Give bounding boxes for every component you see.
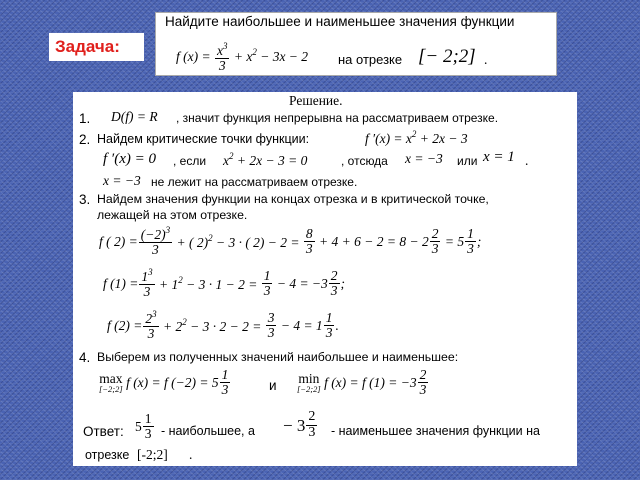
answer-label: Ответ: (83, 424, 124, 439)
step2-derivative: f $'(x) = x^2 + 2x - 3$ (365, 129, 468, 146)
task-title: Найдите наибольшее и наименьшее значения функции (165, 14, 515, 29)
step2-or: или (457, 154, 478, 168)
solution-heading: Решение. (289, 93, 343, 108)
task-segment-text: на отрезке (338, 52, 403, 67)
equation-f-minus2: f ( 2) = $\frac{(-2)^3}{3}$ + ( 2)$^2$ − 3 · ( 2) − 2 = $\frac{8}{3}$ + 4 + 6 − 2 = 8 − 2 $\frac{2}{3}$ = 5 $\frac{1}{3}$ ; (99, 225, 482, 258)
step1-text: , значит функция непрерывна на рассматриваем отрезке. (176, 111, 499, 125)
answer-segment-value: [-2;2] (137, 447, 168, 462)
answer-max-text: - наибольшее, а (161, 424, 255, 438)
task-label: Задача: (49, 33, 144, 61)
max-expression: max [−2;2] f (x) = f (−2) = 5 $\frac{1}{3}$ (99, 367, 229, 398)
answer-max: 5 $\frac{1}{3}$ (135, 411, 152, 442)
min-expression: min [−2;2] f (x) = f (1) = −3 $\frac{2}{3}$ (297, 367, 427, 398)
step2-text: Найдем критические точки функции: (97, 132, 310, 146)
step2-if: , если (173, 154, 207, 168)
step3-text-line1: Найдем значения функции на концах отрезка и в критической точке, (97, 192, 489, 206)
step2-dot: . (525, 153, 529, 168)
step2-root1: x = −3 (405, 151, 443, 166)
step1-number: 1. (79, 111, 91, 126)
step3-text-line2: лежащей на этом отрезке. (97, 208, 248, 222)
step2-equation: f ′(x) = 0 (103, 151, 156, 167)
step4-number: 4. (79, 350, 91, 365)
step2-quadratic: $x^2 + 2x - 3 = 0$ (223, 151, 308, 168)
task-function: f (x) = $\frac{x^3}{3}$ + $x^2 - 3x - 2$ (176, 41, 309, 74)
solution-sheet (73, 92, 577, 466)
answer-dot: . (189, 447, 193, 462)
step1-math: D(f) = R (111, 109, 158, 124)
and-word: и (269, 378, 277, 393)
task-box (155, 12, 557, 76)
step4-text: Выберем из полученных значений наибольшее и наименьшее: (97, 350, 459, 364)
equation-f-1: f (1) = $\frac{1^3}{3}$ + $1^2 - 3 \cdot 1 - 2$ = $\frac{1}{3}$ − 4 = −3 $\frac{2}{3}$ ; (103, 267, 346, 300)
task-segment-value: [− 2;2] (418, 46, 476, 67)
step3-number: 3. (79, 192, 91, 207)
step2-hence: , отсюда (341, 154, 388, 168)
task-dot: . (484, 52, 488, 67)
task-function-fraction: $\frac{x^3}{3}$ (216, 41, 228, 74)
step2-excluded-root: x = −3 (103, 173, 141, 188)
step2-excluded-text: не лежит на рассматриваем отрезке. (151, 175, 358, 189)
answer-min: − 3 $\frac{2}{3}$ (283, 409, 316, 440)
answer-min-text: - наименьшее значения функции на (331, 424, 540, 438)
step2-root2: x = 1 (483, 149, 515, 165)
equation-f-2: f (2) = $\frac{2^3}{3}$ + $2^2 - 3 \cdot 2 - 2$ = $\frac{3}{3}$ − 4 = 1 $\frac{1}{3}$ . (107, 309, 339, 342)
answer-segment-text: отрезке (85, 448, 130, 462)
step2-number: 2. (79, 132, 91, 147)
